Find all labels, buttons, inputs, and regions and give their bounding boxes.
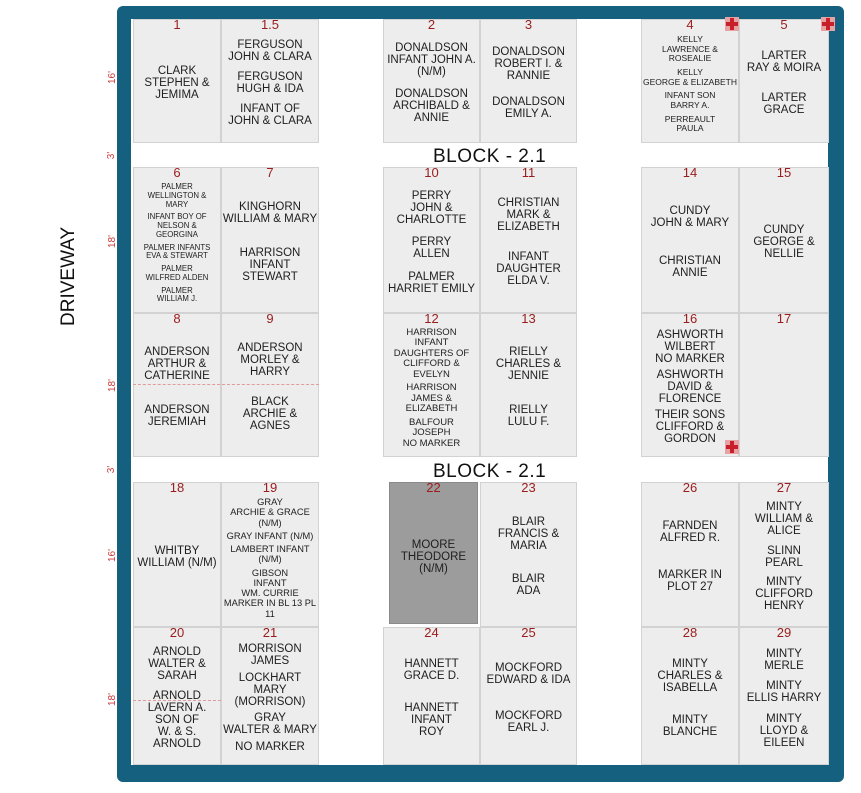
plot-22[interactable] bbox=[389, 482, 478, 624]
interment-entry: NO MARKER bbox=[235, 740, 305, 753]
interment-entry: ANDERSON ARTHUR & CATHERINE bbox=[144, 346, 210, 383]
interment-entry: FERGUSON JOHN & CLARA bbox=[228, 39, 312, 63]
plot-number: 12 bbox=[424, 313, 439, 326]
plot-interments bbox=[642, 31, 738, 138]
interment-entry: CUNDY GEORGE & NELLIE bbox=[753, 224, 815, 260]
plot-24[interactable] bbox=[383, 627, 480, 765]
interment-entry: WHITBY WILLIAM (N/M) bbox=[137, 544, 217, 569]
plot-interments bbox=[740, 179, 828, 305]
plot-interments bbox=[134, 639, 220, 757]
interment-entry: MOORE THEODORE (N/M) bbox=[400, 538, 467, 575]
interment-entry: LARTER RAY & MOIRA bbox=[746, 49, 822, 74]
interment-entry: INFANT OF JOHN & CLARA bbox=[228, 103, 312, 127]
plot-6[interactable] bbox=[133, 167, 221, 313]
plot-5[interactable] bbox=[739, 19, 829, 143]
interment-entry: LARTER GRACE bbox=[761, 92, 807, 117]
plot-interments bbox=[642, 179, 738, 305]
interment-entry: HARRISON JAMES & ELIZABETH bbox=[405, 382, 458, 415]
dimension-row-c: 18' bbox=[107, 378, 119, 393]
interment-entry: KELLY GEORGE & ELIZABETH bbox=[643, 67, 737, 87]
plot-number: 2 bbox=[427, 19, 436, 32]
interment-entry: HANNETT INFANT ROY bbox=[404, 701, 459, 738]
interment-entry: DONALDSON ARCHIBALD & ANNIE bbox=[393, 88, 470, 125]
plot-16[interactable] bbox=[641, 313, 739, 457]
interment-entry: INFANT DAUGHTER ELDA V. bbox=[496, 251, 561, 287]
dimension-row-e: 18' bbox=[107, 692, 119, 707]
interment-entry: INFANT SON BARRY A. bbox=[664, 90, 716, 110]
plot-number: 1.5 bbox=[260, 19, 280, 32]
plot-number: 21 bbox=[262, 627, 278, 640]
interment-entry: HARRISON INFANT DAUGHTERS OF CLIFFORD & EVELYN bbox=[393, 326, 470, 380]
plot-14[interactable] bbox=[641, 167, 739, 313]
interment-entry: DONALDSON ROBERT I. & RANNIE bbox=[492, 45, 565, 82]
plot-number: 15 bbox=[776, 167, 792, 180]
plot-interments bbox=[481, 639, 576, 757]
plot-number: 22 bbox=[426, 482, 441, 495]
interment-entry: FARNDEN ALFRED R. bbox=[659, 519, 721, 544]
interment-entry: LAMBERT INFANT (N/M) bbox=[230, 544, 310, 565]
plot-number: 16 bbox=[682, 313, 698, 326]
interment-entry: ARNOLD WALTER & SARAH bbox=[148, 646, 206, 683]
interment-entry: SLINN PEARL bbox=[765, 544, 803, 569]
interment-entry: RIELLY CHARLES & JENNIE bbox=[495, 346, 562, 383]
plot-23[interactable] bbox=[480, 482, 577, 627]
interment-entry: MOCKFORD EDWARD & IDA bbox=[486, 662, 571, 687]
interment-entry: INFANT BOY OF NELSON & GEORGINA bbox=[147, 212, 207, 239]
interment-entry: BLACK ARCHIE & AGNES bbox=[242, 395, 298, 432]
plot-number: 11 bbox=[521, 167, 536, 180]
plot-interments bbox=[134, 325, 220, 449]
plot-10[interactable] bbox=[383, 167, 480, 313]
plot-interments bbox=[134, 494, 220, 619]
plot-interments bbox=[384, 325, 479, 452]
plot-4[interactable] bbox=[641, 19, 739, 143]
interment-entry: GRAY INFANT (N/M) bbox=[226, 530, 314, 541]
plot-12[interactable] bbox=[383, 313, 480, 457]
plot-interments bbox=[222, 639, 318, 757]
dimension-row-b: 18' bbox=[107, 234, 119, 249]
plot-20[interactable] bbox=[133, 627, 221, 765]
plot-11[interactable] bbox=[480, 167, 577, 313]
interment-entry: BALFOUR JOSEPH NO MARKER bbox=[402, 416, 461, 449]
plot-number: 4 bbox=[686, 19, 694, 32]
plot-number: 28 bbox=[682, 627, 698, 640]
interment-entry: MINTY MERLE bbox=[764, 647, 804, 672]
interment-entry: THEIR SONS CLIFFORD & GORDON bbox=[654, 409, 726, 445]
plot-interments bbox=[481, 325, 576, 449]
plot-interments bbox=[134, 31, 220, 135]
plot-number: 19 bbox=[262, 482, 278, 495]
interment-entry: PALMER WILFRED ALDEN bbox=[145, 264, 209, 282]
plot-number: 20 bbox=[169, 627, 185, 640]
interment-entry: ANDERSON MORLEY & HARRY bbox=[237, 342, 303, 379]
plot-number: 27 bbox=[776, 482, 792, 495]
interment-entry: MARKER IN PLOT 27 bbox=[658, 569, 722, 594]
plot-number: 29 bbox=[776, 627, 792, 640]
dimension-row-d: 16' bbox=[107, 548, 119, 563]
interment-entry: GRAY ARCHIE & GRACE (N/M) bbox=[230, 497, 310, 528]
grave-marker-icon bbox=[725, 440, 739, 454]
interment-entry: PALMER INFANTS EVA & STEWART bbox=[143, 242, 211, 261]
plot-number: 3 bbox=[524, 19, 533, 32]
plot-interments bbox=[481, 494, 576, 619]
interment-entry: MINTY LLOYD & EILEEN bbox=[759, 712, 809, 749]
plot-divider-line bbox=[133, 384, 319, 385]
dimension-aisle-upper: 3' bbox=[106, 151, 118, 160]
interment-entry: DONALDSON EMILY A. bbox=[492, 96, 565, 121]
interment-entry: MINTY WILLIAM & ALICE bbox=[754, 501, 814, 538]
interment-entry: PERRY ALLEN bbox=[411, 236, 452, 260]
dimension-row-a: 16' bbox=[107, 70, 119, 85]
plot-interments bbox=[740, 31, 828, 135]
plot-number: 1 bbox=[173, 19, 181, 32]
interment-entry: HARRISON INFANT STEWART bbox=[239, 247, 301, 283]
interment-entry: CHRISTIAN MARK & ELIZABETH bbox=[497, 197, 560, 233]
plot-interments bbox=[384, 31, 479, 135]
plot-interments bbox=[222, 31, 318, 135]
plot-number: 7 bbox=[266, 167, 274, 180]
grave-marker-icon bbox=[725, 17, 739, 31]
interment-entry: ANDERSON JEREMIAH bbox=[144, 403, 210, 428]
plot-17[interactable] bbox=[739, 313, 829, 457]
interment-entry: GIBSON INFANT WM. CURRIE MARKER IN BL 13 PL 11 bbox=[223, 567, 317, 619]
plot-number: 10 bbox=[424, 167, 439, 180]
plot-number: 25 bbox=[521, 627, 536, 640]
plot-15[interactable] bbox=[739, 167, 829, 313]
plot-interments bbox=[740, 639, 828, 757]
plot-21[interactable] bbox=[221, 627, 319, 765]
plot-interments bbox=[642, 639, 738, 757]
plot-number: 14 bbox=[682, 167, 698, 180]
plot-interments bbox=[481, 31, 576, 135]
plot-interments bbox=[222, 325, 318, 449]
interment-entry: MORRISON JAMES bbox=[238, 643, 302, 668]
plot-19[interactable] bbox=[221, 482, 319, 627]
interment-entry: GRAY WALTER & MARY bbox=[223, 712, 317, 737]
plot-number: 6 bbox=[173, 167, 181, 180]
plot-number: 13 bbox=[521, 313, 536, 326]
plot-13[interactable] bbox=[480, 313, 577, 457]
plot-1[interactable] bbox=[133, 19, 221, 143]
interment-entry: FERGUSON HUGH & IDA bbox=[236, 71, 304, 95]
interment-entry: PERREAULT PAULA bbox=[664, 113, 716, 134]
plot-7[interactable] bbox=[221, 167, 319, 313]
plot-interments bbox=[740, 494, 828, 619]
plot-number: 26 bbox=[682, 482, 698, 495]
interment-entry: KELLY LAWRENCE & ROSEALIE bbox=[662, 34, 718, 64]
interment-entry: MINTY CLIFFORD HENRY bbox=[755, 575, 813, 612]
plot-number: 8 bbox=[173, 313, 181, 326]
plot-2[interactable] bbox=[383, 19, 480, 143]
plot-1-5[interactable] bbox=[221, 19, 319, 143]
plot-number: 5 bbox=[780, 19, 788, 32]
interment-entry: LOCKHART MARY (MORRISON) bbox=[234, 671, 306, 708]
plot-number: 18 bbox=[169, 482, 185, 495]
plot-interments bbox=[642, 494, 738, 619]
plot-29[interactable] bbox=[739, 627, 829, 765]
plot-number: 24 bbox=[424, 627, 439, 640]
driveway-label: DRIVEWAY bbox=[58, 226, 79, 326]
interment-entry: CHRISTIAN ANNIE bbox=[659, 255, 721, 279]
plot-8[interactable] bbox=[133, 313, 221, 457]
grave-marker-icon bbox=[821, 17, 835, 31]
interment-entry: HANNETT GRACE D. bbox=[403, 658, 460, 683]
plot-number: 9 bbox=[266, 313, 274, 326]
plot-interments bbox=[740, 325, 828, 449]
interment-entry: CLARK STEPHEN & JEMIMA bbox=[144, 65, 210, 101]
interment-entry: PALMER HARRIET EMILY bbox=[387, 270, 476, 295]
plot-25[interactable] bbox=[480, 627, 577, 765]
interment-entry: MINTY CHARLES & ISABELLA bbox=[657, 658, 723, 695]
plot-28[interactable] bbox=[641, 627, 739, 765]
plot-interments bbox=[390, 494, 477, 619]
block-label-lower: BLOCK - 2.1 bbox=[433, 461, 547, 482]
interment-entry: CUNDY JOHN & MARY bbox=[650, 205, 730, 229]
plot-27[interactable] bbox=[739, 482, 829, 627]
interment-entry: ASHWORTH DAVID & FLORENCE bbox=[656, 369, 724, 405]
plot-26[interactable] bbox=[641, 482, 739, 627]
interment-entry: DONALDSON INFANT JOHN A. (N/M) bbox=[387, 41, 476, 78]
interment-entry: MINTY BLANCHE bbox=[662, 713, 718, 738]
plot-3[interactable] bbox=[480, 19, 577, 143]
plot-interments bbox=[134, 179, 220, 308]
plot-18[interactable] bbox=[133, 482, 221, 627]
interment-entry: BLAIR FRANCIS & MARIA bbox=[497, 515, 560, 552]
plot-interments bbox=[642, 325, 738, 449]
plot-interments bbox=[384, 179, 479, 305]
interment-entry: MINTY ELLIS HARRY bbox=[746, 680, 822, 704]
plot-divider-line bbox=[133, 700, 221, 701]
dimension-aisle-lower: 3' bbox=[106, 465, 118, 474]
interment-entry: RIELLY LULU F. bbox=[507, 403, 550, 428]
interment-entry: PALMER WILLIAM J. bbox=[156, 285, 198, 304]
interment-entry: PALMER WELLINGTON & MARY bbox=[147, 182, 207, 209]
interment-entry: BLAIR ADA bbox=[511, 573, 546, 598]
plot-number: 17 bbox=[776, 313, 792, 326]
interment-entry: PERRY JOHN & CHARLOTTE bbox=[396, 189, 467, 226]
block-label-upper: BLOCK - 2.1 bbox=[433, 146, 547, 167]
plot-number: 23 bbox=[521, 482, 536, 495]
interment-entry: MOCKFORD EARL J. bbox=[494, 709, 563, 734]
interment-entry: ASHWORTH WILBERT NO MARKER bbox=[655, 329, 725, 365]
interment-entry: ARNOLD LAVERN A. SON OF W. & S. ARNOLD bbox=[147, 689, 207, 750]
plot-interments bbox=[481, 179, 576, 305]
plot-interments bbox=[222, 179, 318, 305]
plot-9[interactable] bbox=[221, 313, 319, 457]
plot-interments bbox=[384, 639, 479, 757]
interment-entry: KINGHORN WILLIAM & MARY bbox=[222, 201, 318, 225]
plot-interments bbox=[222, 494, 318, 622]
